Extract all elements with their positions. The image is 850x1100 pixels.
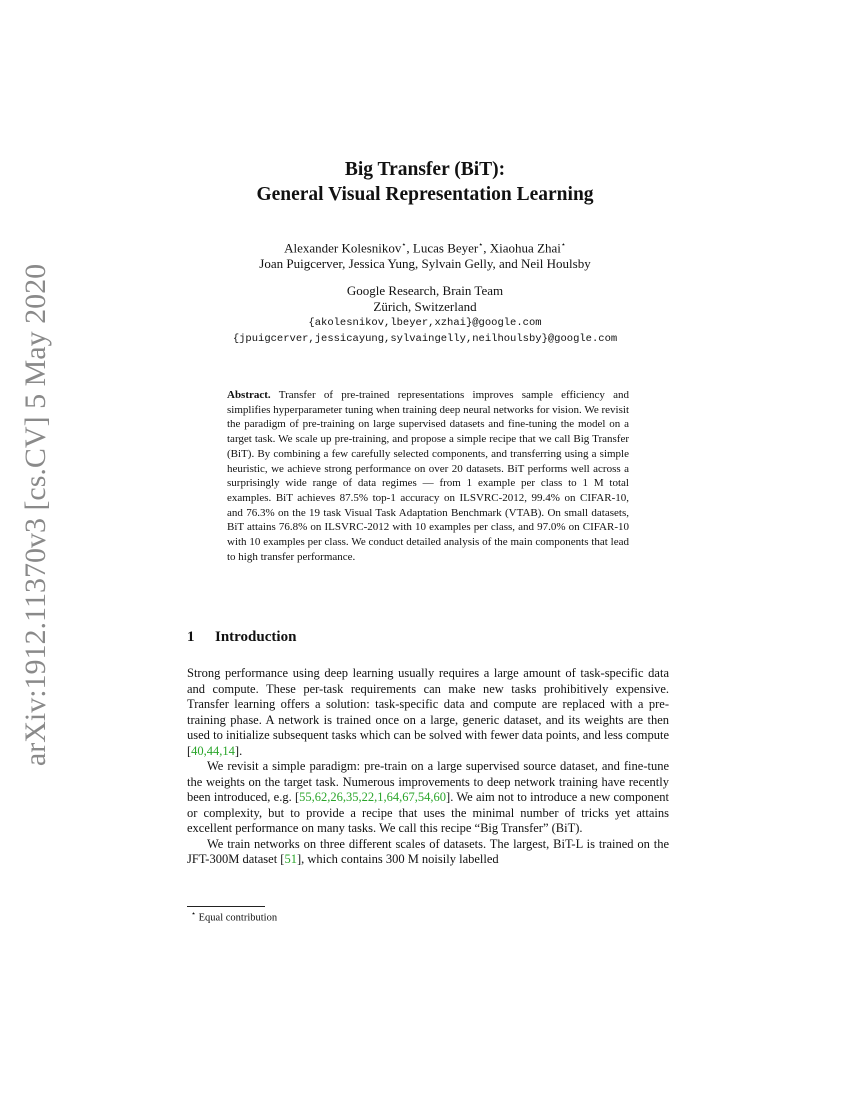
paragraph-text: ], which contains 300 M noisily labelled — [296, 852, 499, 866]
affiliation-location: Zürich, Switzerland — [373, 299, 477, 314]
affiliation-block — [0, 283, 850, 347]
paragraph-text: Strong performance using deep learning usually requires a large amount of task-specific data and compute. These per-task requirements can make new tasks prohibitively expensive. Transfer learning offers a solution: task-specific data and compute are replaced with a pre-training phase. A network is trained once on a large, generic dataset, and its weights are then used to initialize subsequent tasks which can be solved with fewer data points, and less compute [ — [187, 666, 669, 758]
author-line-2: Joan Puigcerver, Jessica Yung, Sylvain Gelly, and Neil Houlsby — [259, 256, 591, 272]
author-line-1: Alexander Kolesnikov⋆, Lucas Beyer⋆, Xiaohua Zhai⋆ — [284, 240, 566, 256]
footnote — [191, 909, 277, 924]
paragraph-text: We revisit a simple paradigm: pre-train on a large supervised source dataset, and fine-tune the weights on the target task. Numerous improvements to deep network training have recently been introduced, e.g. [ — [187, 759, 669, 804]
abstract-label: Abstract. — [227, 389, 271, 401]
footnote-text: Equal contribution — [198, 912, 278, 924]
citation-link[interactable]: 55,62,26,35,22,1,64,67,54,60 — [299, 790, 447, 804]
paragraph — [187, 666, 669, 759]
author-list — [0, 237, 850, 272]
equal-contribution-star: ⋆ — [478, 240, 484, 249]
arxiv-stamp-text: arXiv:1912.11370v3 [cs.CV] 5 May 2020 — [19, 263, 53, 767]
section-heading — [187, 629, 296, 646]
paragraph — [187, 837, 669, 868]
footnote-divider — [187, 906, 265, 907]
author-name: Alexander Kolesnikov — [284, 240, 402, 256]
abstract — [227, 388, 629, 564]
section-title: Introduction — [215, 629, 297, 645]
section-number: 1 — [187, 629, 195, 645]
paragraph-text: ]. — [234, 743, 243, 758]
citation-link[interactable]: 40,44,14 — [191, 743, 235, 758]
citation-link[interactable]: 51 — [284, 852, 297, 866]
paragraph-text: We train networks on three different scales of datasets. The largest, BiT-L is trained on the JFT-300M dataset [ — [187, 836, 669, 866]
arxiv-identifier-stamp — [16, 263, 56, 767]
author-name: Xiaohua Zhai — [489, 240, 561, 256]
abstract-text: Transfer of pre-trained representations improves sample efficiency and simplifies hyperparameter tuning when training deep neural networks for vision. We revisit the paradigm of pre-training on large supervised datasets and fine-tuning the model on a target task. We scale up pre-training, and propose a simple recipe that we call Big Transfer (BiT). By combining a few carefully selected components, and transferring using a simple heuristic, we achieve strong performance on over 20 datasets. BiT performs well across a surprisingly wide range of data regimes — from 1 example per class to 1 M total examples. BiT achieves 87.5% top-1 accuracy on ILSVRC-2012, 99.4% on CIFAR-10, and 76.3% on the 19 task Visual Task Adaptation Benchmark (VTAB). On small datasets, BiT attains 76.8% on ILSVRC-2012 with 10 examples per class, and 97.0% on CIFAR-10 with 10 examples per class. We conduct detailed analysis of the main components that lead to high transfer performance. — [227, 389, 629, 563]
author-emails-1: {akolesnikov,lbeyer,xzhai}@google.com — [308, 317, 542, 329]
equal-contribution-star: ⋆ — [401, 240, 407, 249]
author-name: Lucas Beyer — [412, 240, 479, 256]
title-line-1: Big Transfer (BiT): — [344, 159, 506, 180]
footnote-mark: ⋆ — [191, 909, 197, 918]
affiliation-org: Google Research, Brain Team — [346, 283, 504, 298]
introduction-body — [187, 666, 669, 868]
paragraph-text: ]. We aim not to introduce a new component or complexity, but to provide a recipe that uses the minimal number of tricks yet attains excellent performance on many tasks. We call this recipe “Big Transfer” (BiT). — [187, 790, 670, 835]
paper-title — [0, 157, 850, 207]
author-emails-2: {jpuigcerver,jessicayung,sylvaingelly,neilhoulsby}@google.com — [232, 333, 618, 345]
title-line-2: General Visual Representation Learning — [256, 184, 594, 205]
paragraph — [187, 759, 669, 837]
equal-contribution-star: ⋆ — [560, 240, 566, 249]
